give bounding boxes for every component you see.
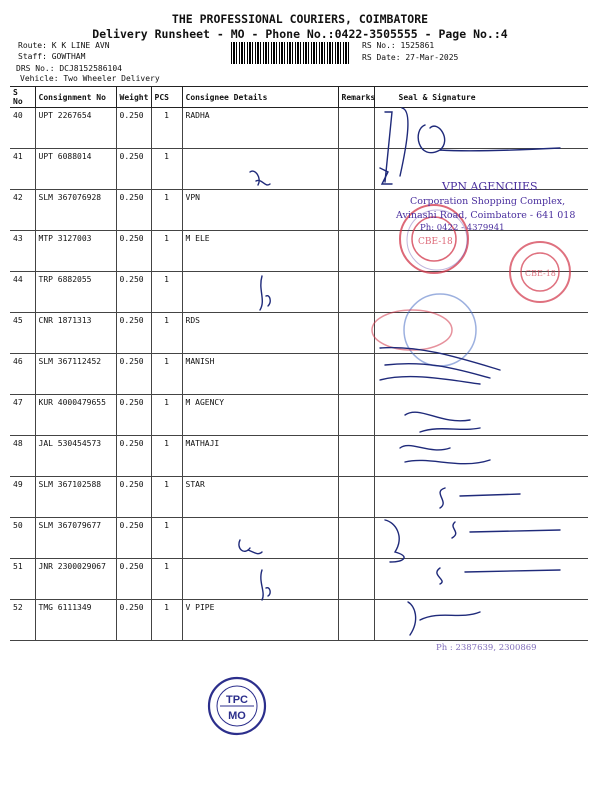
tpc-stamp-bottom: MO [228,710,246,722]
cell-sno: 45 [10,313,35,354]
cell-pcs: 1 [151,559,182,600]
cell-pcs: 1 [151,190,182,231]
header-consignee: Consignee Details [182,87,338,108]
cell-sno: 52 [10,600,35,641]
route-label: Route: K K LINE AVN [18,41,110,50]
cell-consignment: MTP 3127003 [35,231,116,272]
cell-weight: 0.250 [116,600,151,641]
cell-weight: 0.250 [116,354,151,395]
tpc-stamp-top: TPC [226,694,248,706]
cell-pcs: 1 [151,395,182,436]
cell-sno: 40 [10,108,35,149]
round-seal-stamp-2 [510,242,570,302]
cell-consignee: MATHAJI [182,436,338,477]
cell-sno: 43 [10,231,35,272]
round-seal-code: CBE-18 [418,237,453,247]
cell-pcs: 1 [151,231,182,272]
vpn-stamp-name: VPN AGENCIIES [442,180,538,193]
vpn-stamp-phone: Ph: 0422 - 4379941 [420,223,505,233]
cell-pcs: 1 [151,600,182,641]
document-subtitle: Delivery Runsheet - MO - Phone No.:0422-3505555 - Page No.:4 [92,27,508,41]
cell-consignee: MANISH [182,354,338,395]
header-seal: Seal & Signature [374,87,588,108]
cell-consignee: M ELE [182,231,338,272]
vehicle-label: Vehicle: Two Wheeler Delivery [20,74,160,83]
cell-consignment: JNR 2300029067 [35,559,116,600]
cell-sno: 47 [10,395,35,436]
cell-sno: 50 [10,518,35,559]
round-seal-code-2: CBE-18 [525,269,556,278]
cell-weight: 0.250 [116,436,151,477]
cell-consignment: KUR 4000479655 [35,395,116,436]
cell-sno: 46 [10,354,35,395]
blue-seal-stamp [404,294,476,366]
bottom-stamp-phone: Ph : 2387639, 2300869 [436,643,537,653]
cell-weight: 0.250 [116,149,151,190]
cell-consignment: UPT 6088014 [35,149,116,190]
rs-number: RS No.: 1525861 [362,41,435,50]
cell-pcs: 1 [151,518,182,559]
cell-weight: 0.250 [116,190,151,231]
staff-label: Staff: GOWTHAM [18,52,86,61]
cell-consignee: RADHA [182,108,338,149]
cell-consignment: SLM 367112452 [35,354,116,395]
drs-number: DRS No.: DCJ8152586104 [16,64,122,73]
cell-pcs: 1 [151,272,182,313]
cell-weight: 0.250 [116,477,151,518]
tpc-stamp [209,678,265,734]
cell-weight: 0.250 [116,518,151,559]
cell-sno: 41 [10,149,35,190]
cell-weight: 0.250 [116,108,151,149]
cell-sno: 44 [10,272,35,313]
header-consignment: Consignment No [35,87,116,108]
cell-pcs: 1 [151,436,182,477]
cell-pcs: 1 [151,313,182,354]
cell-weight: 0.250 [116,395,151,436]
cell-weight: 0.250 [116,231,151,272]
bottom-address-stamp [436,643,537,653]
cell-consignment: SLM 367102588 [35,477,116,518]
cell-pcs: 1 [151,108,182,149]
cell-consignment: TRP 6882055 [35,272,116,313]
cell-consignment: TMG 6111349 [35,600,116,641]
cell-sno: 42 [10,190,35,231]
header-remarks: Remarks [338,87,374,108]
cell-weight: 0.250 [116,313,151,354]
cell-weight: 0.250 [116,272,151,313]
cell-sno: 49 [10,477,35,518]
cell-consignment: UPT 2267654 [35,108,116,149]
cell-consignee: STAR [182,477,338,518]
rs-date: RS Date: 27-Mar-2025 [362,53,459,62]
cell-consignment: SLM 367079677 [35,518,116,559]
cell-consignment: SLM 367076928 [35,190,116,231]
cell-consignee: V PIPE [182,600,338,641]
cell-sno: 48 [10,436,35,477]
vpn-stamp-address-2: Avinashi Road, Coimbatore - 641 018 [396,210,576,221]
cell-consignment: JAL 530454573 [35,436,116,477]
cell-consignee: M AGENCY [182,395,338,436]
header-weight: Weight [116,87,151,108]
cell-consignment: CNR 1871313 [35,313,116,354]
cell-consignee: VPN [182,190,338,231]
red-oval-stamp [372,310,452,350]
cell-pcs: 1 [151,477,182,518]
cell-weight: 0.250 [116,559,151,600]
document-title: THE PROFESSIONAL COURIERS, COIMBATORE [171,12,429,26]
header-sno: S No [10,87,35,108]
cell-sno: 51 [10,559,35,600]
cell-consignee: RDS [182,313,338,354]
cell-pcs: 1 [151,354,182,395]
cell-pcs: 1 [151,149,182,190]
vpn-stamp-address-1: Corporation Shopping Complex, [410,196,566,207]
header-pcs: PCS [151,87,182,108]
